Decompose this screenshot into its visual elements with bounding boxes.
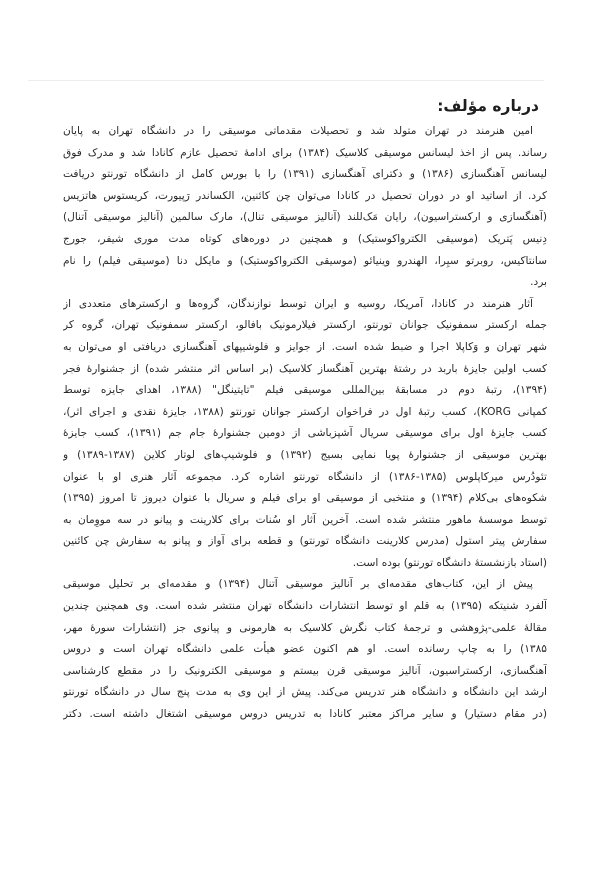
text-line: ارشد این دانشگاه و دانشگاه هنر تدریس می‌کند. پیش از این وی به مدت پنج سال در دانشگاه تورنتو — [63, 686, 547, 699]
text-line: جمله ارکستر سمفونیک جوانان تورنتو، ارکستر فیلارمونیک بافالو، ارکستر سمفونیک تهران، گروه کر — [63, 319, 547, 332]
text-line: لیسانس آهنگسازی (۱۳۸۶) و دکترای آهنگسازی (۱۳۹۱) را با بورس کامل از دانشگاه تورنتو دریافت — [63, 168, 547, 181]
page-top-rule — [28, 80, 544, 81]
section-title: درباره مؤلف: — [437, 97, 539, 115]
text-line: پیش از این، کتاب‌های مقدمه‌ای بر آنالیز موسیقی آتنال (۱۳۹۴) و مقدمه‌ای بر تحلیل موسیقی — [63, 578, 533, 591]
paragraph-works-awards — [63, 294, 547, 575]
text-line: دِنیس پَتریک (موسیقی الکترواکوستیک) و همچنین در دوره‌های کوتاه مدت موری شیفر، جورج — [63, 232, 547, 245]
text-line: (۱۳۹۴)، رتبهٔ دوم در مسابقهٔ بین‌المللی موسیقی فیلم "تایتینگل" (۱۳۸۸، اهدای جایزه توسط — [63, 384, 547, 397]
text-line: امین هنرمند در تهران متولد شد و تحصیلات مقدماتی موسیقی را در دانشگاه تهران به پایان — [63, 125, 533, 137]
text-line: رساند. پس از اخذ لیسانس موسیقی کلاسیک (۱۳۸۴) برای ادامهٔ تحصیل عازم کانادا شد و مدرک فوق — [63, 146, 547, 159]
text-line: آثار هنرمند در کانادا، آمریکا، روسیه و ایران توسط نوازندگان، گروه‌ها و ارکسترهای متعددی از — [63, 297, 533, 310]
paragraph-biography — [63, 121, 547, 294]
text-line: آهنگسازی، ارکستراسیون، آنالیز موسیقی قرن بیستم و موسیقی الکترونیک را در مقطع کارشناسی — [63, 664, 547, 677]
text-line: کرد. از اساتید او در دوران تحصیل در کانادا می‌توان چن کائنین، الکساندر رَپیورت، کریستوس هاتزیس — [63, 189, 547, 202]
text-line: مقالهٔ علمی-پژوهشی و ترجمهٔ کتاب نگرش کلاسیک به هارمونی و پیانوی جز (انتشارات سورهٔ مهر، — [63, 621, 547, 634]
text-line: (در مقام دستیار) و سایر مراکز معتبر کانادا به تدریس دروس موسیقی اشتغال داشته است. دکتر — [63, 708, 547, 721]
text-line: کسب اولین جایزهٔ باربد در رشتهٔ بهترین آهنگساز کلاسیک (بر اساس اثر منتشر شده) از جشنوارهٔ فجر — [63, 362, 547, 375]
paragraph-publications-teaching — [63, 574, 547, 725]
text-line: برد. — [530, 276, 547, 289]
text-line: شهر تهران و وَکاپلا اجرا و ضبط شده است. از جوایز و فلوشیپهای آهنگسازی دریافتی او می‌توان به — [63, 340, 547, 353]
text-line: توسط موسسهٔ ماهور منتشر شده است. آخرین آثار او سُنات برای کلارینت و پیانو در سه مووِمان به — [63, 513, 547, 526]
text-line: (استاد بازنشستهٔ دانشگاه تورنتو) بوده است. — [352, 556, 547, 569]
text-line: سفارش پیتر استول (مدرس کلارینت دانشگاه تورنتو) و قطعه برای آواز و پیانو به سفارش چن کائنین — [63, 535, 547, 548]
text-line: (آهنگسازی و ارکستراسیون)، رایان مَک‌للند (آنالیز موسیقی تنال)، مارک سالمین (آنالیز موسیقی آتنال) — [63, 211, 547, 224]
text-line: سانتاکیس، روبرتو سیِرا، الهندرو وینیائو (موسیقی الکترواکوستیک) و مایکل دنا (موسیقی فیلم) را نام — [63, 254, 547, 267]
text-line: تئودُرس میرکاپلوس (۱۳۸۵-۱۳۸۶) از دانشگاه تورنتو اشاره کرد. مجموعه آثار هنری او با عنوان — [63, 470, 547, 483]
text-line: کسب جایزهٔ اول برای موسیقی سریال آشپزباشی از دومین جشنوارهٔ جام جم (۱۳۹۱)، کسب جایزهٔ — [63, 427, 547, 440]
text-line: آلفرد شنیتکه (۱۳۹۵) به قلم او توسط انتشارات دانشگاه تهران منتشر شده است. وی همچنین چندین — [63, 600, 547, 613]
text-line: شکوه‌های بی‌کلام (۱۳۹۴) و منتخبی از موسیقی او برای فیلم و سریال با عنوان دیروز تا امروز (۱۳۹۵) — [63, 492, 547, 505]
text-line: بهترین موسیقی از جشنوارهٔ پویا نمایی بسیج (۱۳۹۲) و فلوشیپ‌های لوتار کلاین (۱۳۸۷-۱۳۸۹) و — [63, 448, 547, 461]
text-line: کمپانی KORG)، کسب رتبهٔ اول در فراخوان ارکستر جوانان تورنتو (۱۳۸۸، جایزهٔ نقدی و اجرای اثر)، — [63, 405, 547, 418]
text-line: ۱۳۸۵) را به چاپ رسانده است. او هم اکنون عضو هیأت علمی دانشگاه تهران است و دروس — [63, 643, 547, 656]
book-page — [63, 95, 547, 726]
